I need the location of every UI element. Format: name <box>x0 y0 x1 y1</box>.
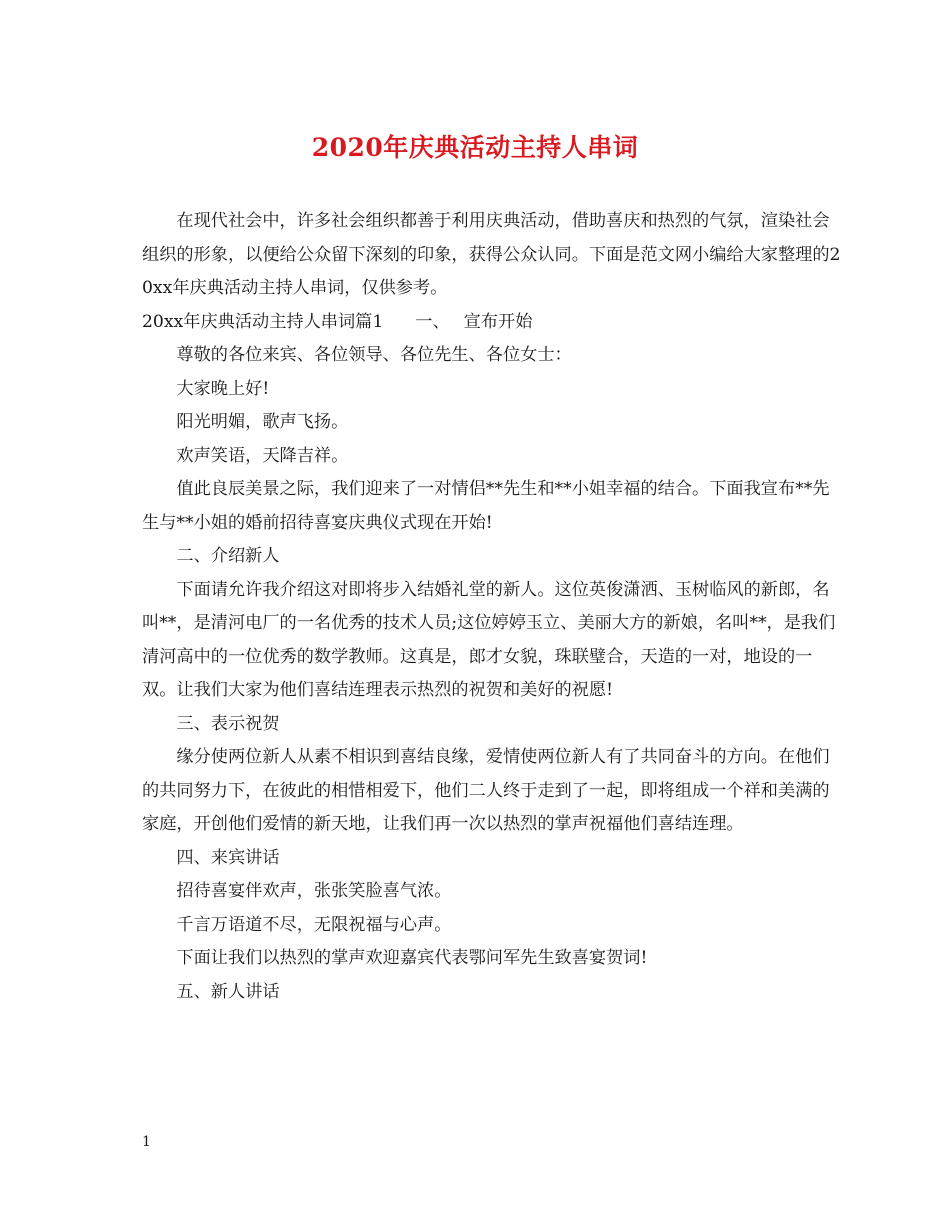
paragraph-words: 千言万语道不尽，无限祝福与心声。 <box>176 914 452 935</box>
section-heading: 宣布开始 <box>463 311 533 332</box>
paragraph-announce: 值此良辰美景之际，我们迎来了一对情侣**先生和**小姐幸福的结合。下面我宣布**先生与**小姐的婚前招待喜宴庆典仪式现在开始! <box>142 479 830 533</box>
heading-guest-speech: 四、来宾讲话 <box>176 847 280 868</box>
paragraph-congrats: 缘分使两位新人从素不相识到喜结良缘，爱情使两位新人有了共同奋斗的方向。在他们的共同努力下，在彼此的相惜相爱下，他们二人终于走到了一起，即将组成一个祥和美满的家庭，开创他们爱情的新天地，让我们再一次以热烈的掌声祝福他们喜结连理。 <box>142 747 830 834</box>
document-body <box>142 205 842 1009</box>
heading-congratulate: 三、表示祝贺 <box>176 713 280 734</box>
paragraph-guest-speech: 下面让我们以热烈的掌声欢迎嘉宾代表鄂问军先生致喜宴贺词! <box>176 948 648 968</box>
page-number: 1 <box>142 1134 151 1150</box>
heading-couple-speech: 五、新人讲话 <box>176 981 280 1002</box>
section-number: 一、 <box>415 311 450 332</box>
paragraph-laughter: 欢声笑语，天降吉祥。 <box>176 445 349 466</box>
paragraph-good-evening: 大家晚上好! <box>176 378 270 399</box>
paragraph-intro: 在现代社会中，许多社会组织都善于利用庆典活动，借助喜庆和热烈的气氛，渲染社会组织的形象，以便给公众留下深刻的印象，获得公众认同。下面是范文网小编给大家整理的20xx年庆典活动主持人串词，仅供参考。 <box>142 211 841 298</box>
heading-introduce-couple: 二、介绍新人 <box>176 546 280 566</box>
paragraph-sunshine: 阳光明媚，歌声飞扬。 <box>176 412 349 432</box>
paragraph-greeting: 尊敬的各位来宾、各位领导、各位先生、各位女士： <box>176 345 572 365</box>
section-title-text: 20xx年庆典活动主持人串词篇1 <box>142 311 384 332</box>
document-title: 2020年庆典活动主持人串词 <box>311 133 639 162</box>
paragraph-introduce: 下面请允许我介绍这对即将步入结婚礼堂的新人。这位英俊潇洒、玉树临风的新郎，名叫**，是清河电厂的一名优秀的技术人员;这位婷婷玉立、美丽大方的新娘，名叫**，是我们清河高中的一位优秀的数学教师。这真是，郎才女貌，珠联璧合，天造的一对，地设的一双。让我们大家为他们喜结连理表示热烈的祝贺和美好的祝愿! <box>142 579 836 700</box>
section-title <box>142 306 842 340</box>
paragraph-banquet: 招待喜宴伴欢声，张张笑脸喜气浓。 <box>176 881 452 901</box>
